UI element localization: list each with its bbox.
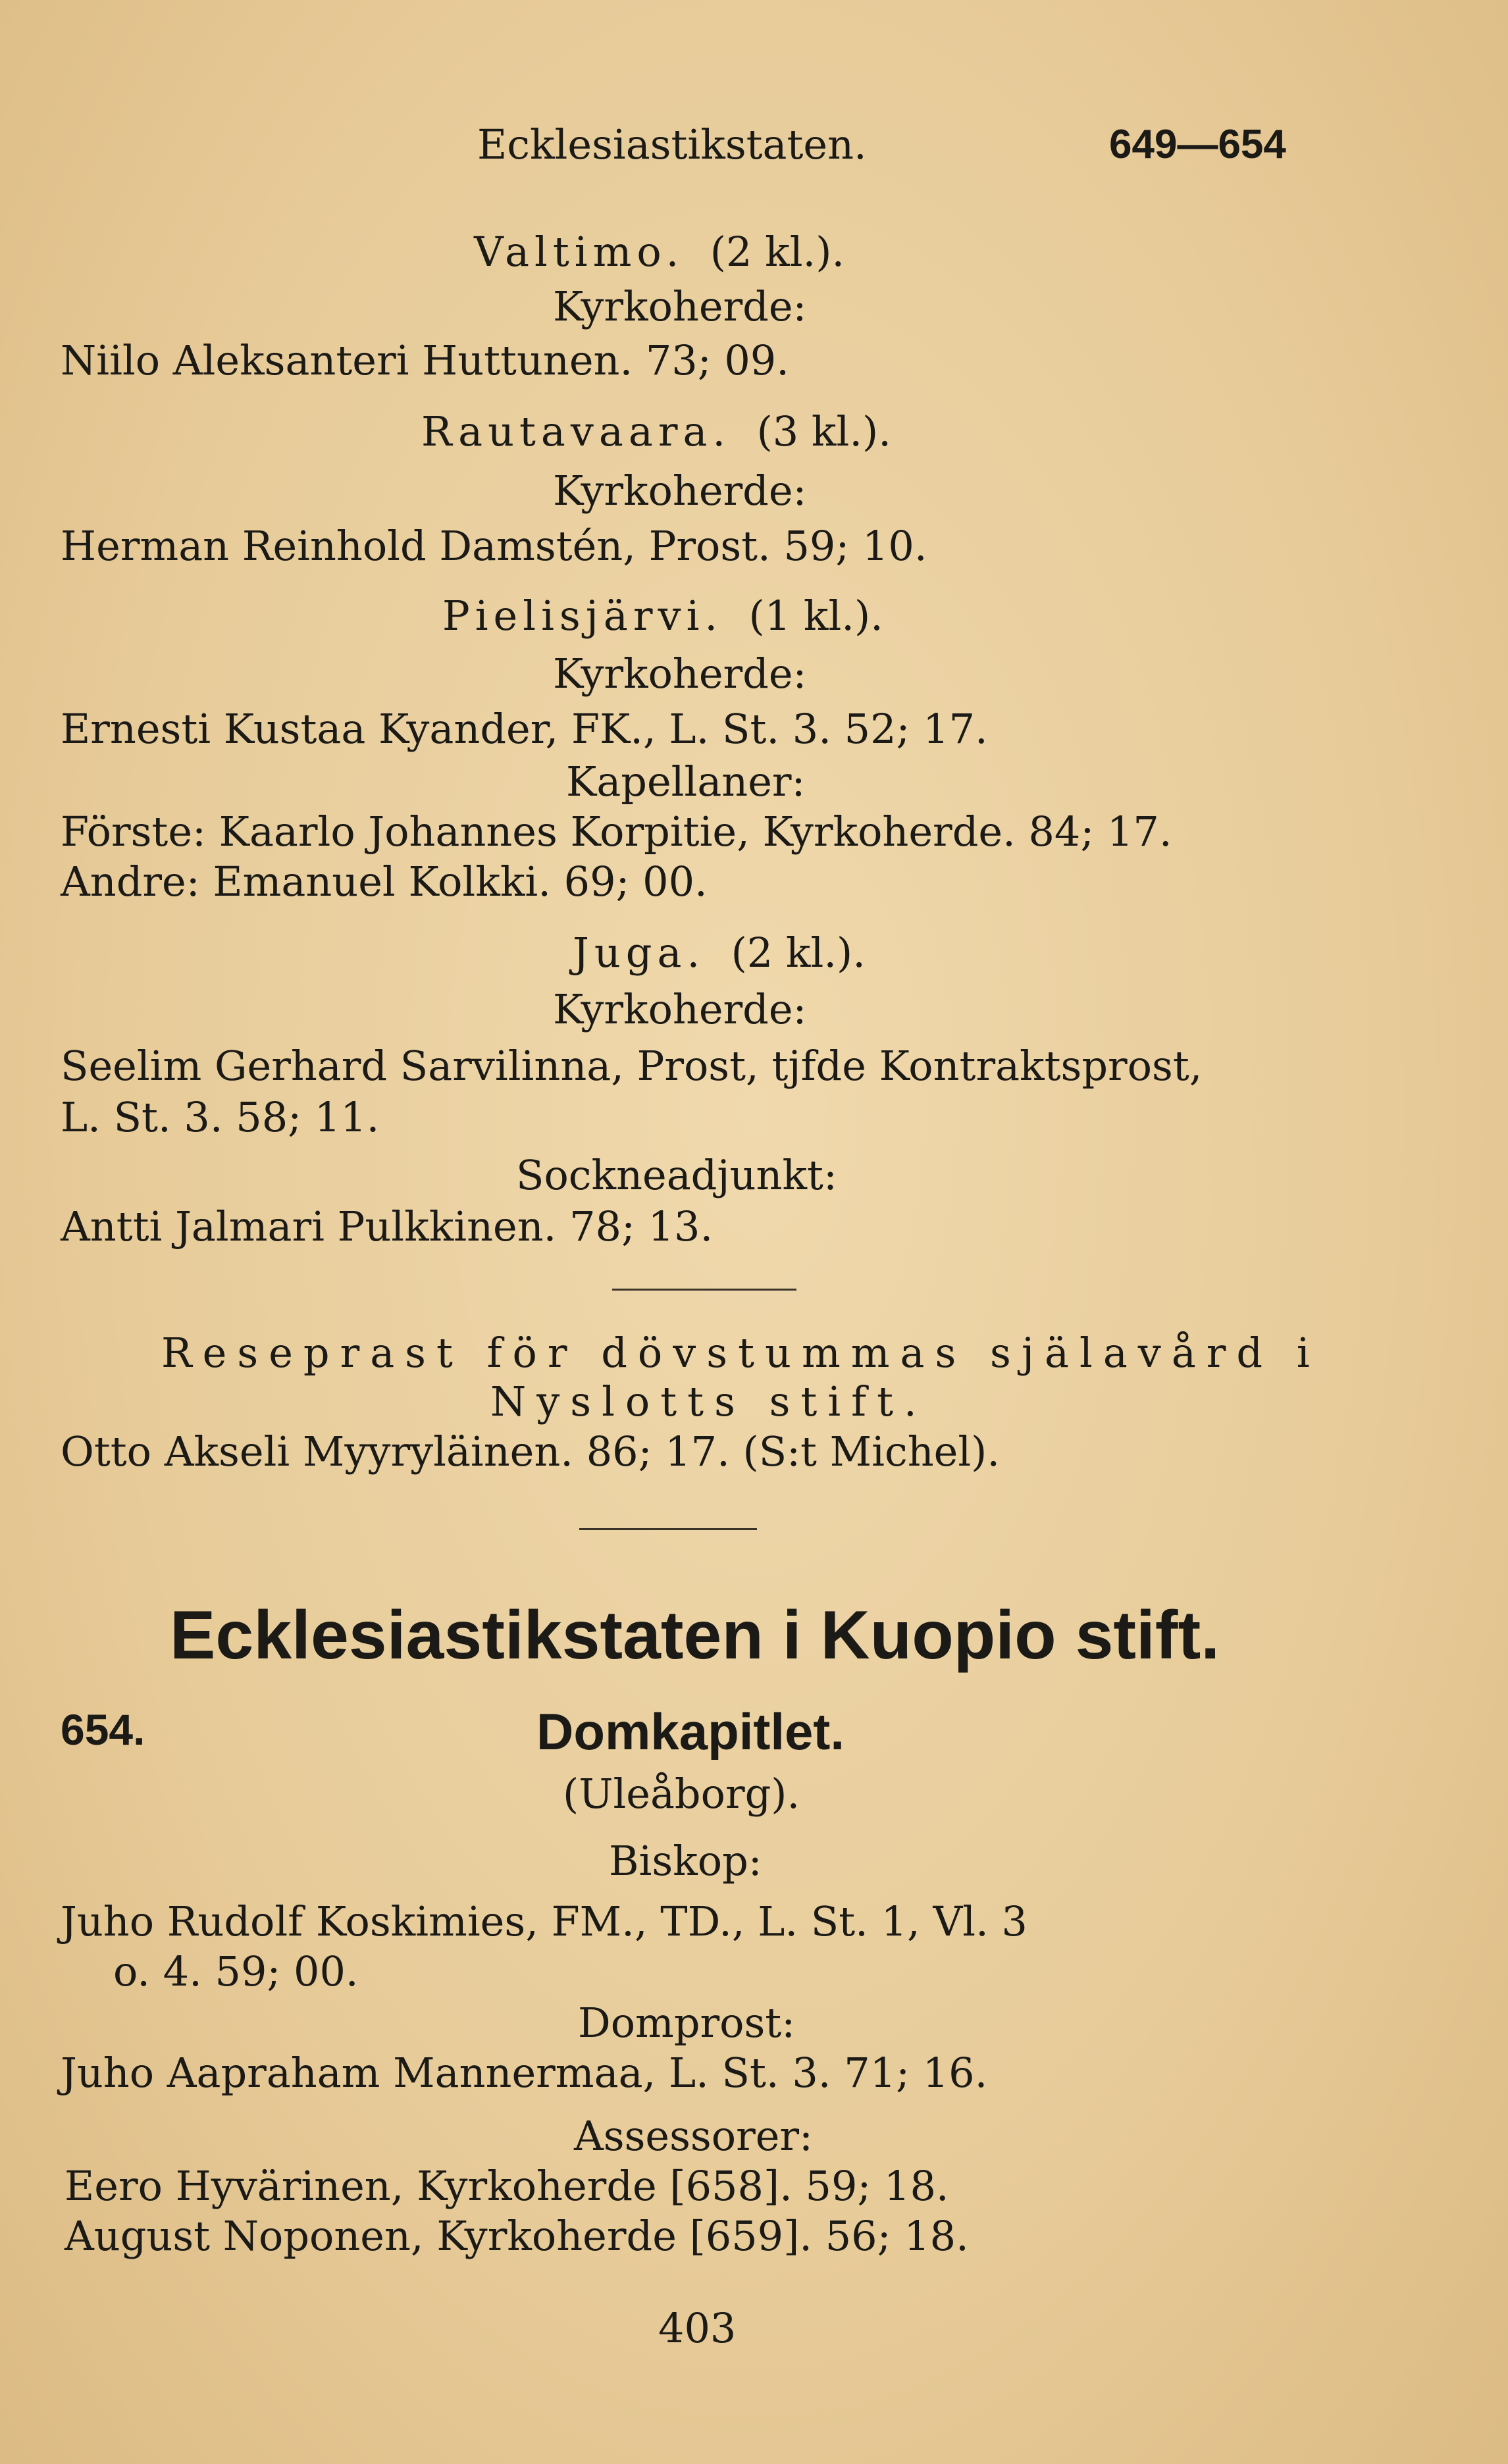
role-label: Biskop: (609, 1837, 762, 1885)
person-entry: Juho Rudolf Koskimies, FM., TD., L. St. 1, Vl. 3 (61, 1897, 1027, 1945)
person-entry: Seelim Gerhard Sarvilinna, Prost, tjfde Kontraktsprost, (61, 1042, 1203, 1090)
page-range: 649—654 (1109, 122, 1286, 167)
parish-heading-pielisjarvi: Pielisjärvi. (1 kl.). (442, 592, 883, 640)
person-entry-continued: L. St. 3. 58; 11. (61, 1093, 380, 1141)
office-heading: Reseprast för dövstummas själavård i (161, 1329, 1320, 1377)
running-title: Ecklesiastikstaten. (477, 120, 867, 168)
parish-heading-juga: Juga. (2 kl.). (573, 929, 866, 977)
section-divider (579, 1528, 757, 1530)
parish-heading-rautavaara: Rautavaara. (3 kl.). (421, 407, 891, 455)
person-entry: August Noponen, Kyrkoherde [659]. 56; 18. (65, 2212, 969, 2260)
section-divider (612, 1289, 796, 1291)
role-label: Kyrkoherde: (553, 467, 807, 515)
role-label: Kyrkoherde: (553, 985, 807, 1033)
parish-heading-valtimo: Valtimo. (2 kl.). (474, 228, 845, 276)
person-entry: Otto Akseli Myyryläinen. 86; 17. (S:t Michel). (61, 1427, 1001, 1476)
person-entry: Herman Reinhold Damstén, Prost. 59; 10. (61, 522, 927, 570)
person-entry: Förste: Kaarlo Johannes Korpitie, Kyrkoherde. 84; 17. (61, 808, 1172, 856)
person-entry: Niilo Aleksanteri Huttunen. 73; 09. (61, 336, 789, 384)
person-entry: Eero Hyvärinen, Kyrkoherde [658]. 59; 18. (65, 2162, 949, 2210)
section-heading: Domkapitlet. (536, 1703, 845, 1760)
person-entry: Antti Jalmari Pulkkinen. 78; 13. (61, 1202, 714, 1250)
role-label: Assessorer: (574, 2112, 813, 2160)
role-label: Kyrkoherde: (553, 650, 807, 698)
office-heading-continued: Nyslotts stift. (490, 1377, 927, 1425)
section-number: 654. (61, 1705, 145, 1754)
place-label: (Uleåborg). (563, 1770, 800, 1818)
role-label: Sockneadjunkt: (516, 1151, 837, 1199)
chapter-title: Ecklesiastikstaten i Kuopio stift. (170, 1597, 1220, 1674)
role-label: Kapellaner: (566, 757, 806, 806)
person-entry: Andre: Emanuel Kolkki. 69; 00. (61, 858, 708, 906)
page-number: 403 (658, 2304, 737, 2352)
role-label: Domprost: (578, 1999, 796, 2047)
role-label: Kyrkoherde: (553, 282, 807, 330)
person-entry: Ernesti Kustaa Kyander, FK., L. St. 3. 52; 17. (61, 705, 988, 753)
person-entry-continued: o. 4. 59; 00. (113, 1947, 359, 1995)
person-entry: Juho Aapraham Mannermaa, L. St. 3. 71; 16. (61, 2049, 988, 2097)
